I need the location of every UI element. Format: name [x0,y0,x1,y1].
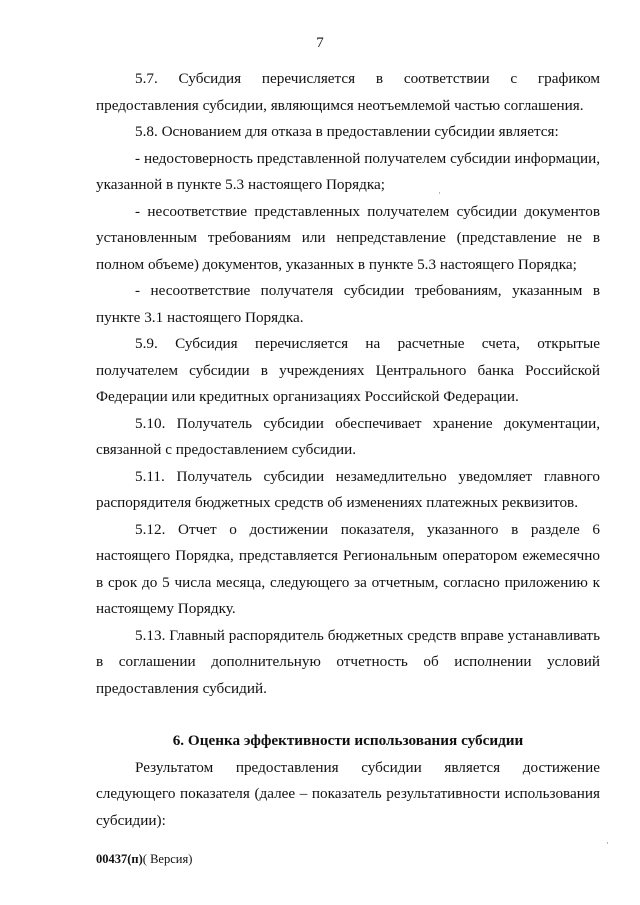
section-6-intro: Результатом предоставления субсидии является достижение следующего показателя (далее – показатель результативности использования субсидии): [96,758,600,829]
scan-speck: · [438,188,441,198]
document-footer [96,852,192,867]
paragraph-5-10: 5.10. Получатель субсидии обеспечивает хранение документации, связанной с предоставлением субсидии. [96,414,600,458]
paragraph-5-8: 5.8. Основанием для отказа в предоставлении субсидии является: [135,123,559,140]
list-item-5-8-a: - недостоверность представленной получателем субсидии информации, указанной в пункте 5.3 настоящего Порядка; [96,149,600,193]
document-code: 00437(п) [96,852,143,866]
document-version: ( Версия) [142,852,193,866]
paragraph-5-11: 5.11. Получатель субсидии незамедлительно уведомляет главного распорядителя бюджетных средств об изменениях платежных реквизитов. [96,467,600,511]
list-item-5-8-b: - несоответствие представленных получателем субсидии документов установленным требованиям или непредставление (представление не в полном объеме) документов, указанных в пункте 5.3 настоящего Порядка; [96,202,600,273]
page-number: 7 [316,35,324,51]
paragraph-5-7: 5.7. Субсидия перечисляется в соответствии с графиком предоставления субсидии, являющимся неотъемлемой частью соглашения. [96,70,600,114]
document-body [96,66,600,834]
section-6-title: 6. Оценка эффективности использования субсидии [172,732,524,749]
paragraph-5-13: 5.13. Главный распорядитель бюджетных средств вправе устанавливать в соглашении дополнительную отчетность об исполнении условий предоставления субсидий. [96,626,600,697]
list-item-5-8-c: - несоответствие получателя субсидии требованиям, указанным в пункте 3.1 настоящего Порядка. [96,282,600,326]
paragraph-5-12: 5.12. Отчет о достижении показателя, указанного в разделе 6 настоящего Порядка, представляется Региональным оператором ежемесячно в срок до 5 числа месяца, следующего за отчетным, согласно приложению к настоящему Порядку. [96,520,600,617]
paragraph-5-9: 5.9. Субсидия перечисляется на расчетные счета, открытые получателем субсидии в учреждениях Центрального банка Российской Федерации или кредитных организациях Российской Федерации. [96,335,600,405]
scan-speck: · [606,838,609,848]
